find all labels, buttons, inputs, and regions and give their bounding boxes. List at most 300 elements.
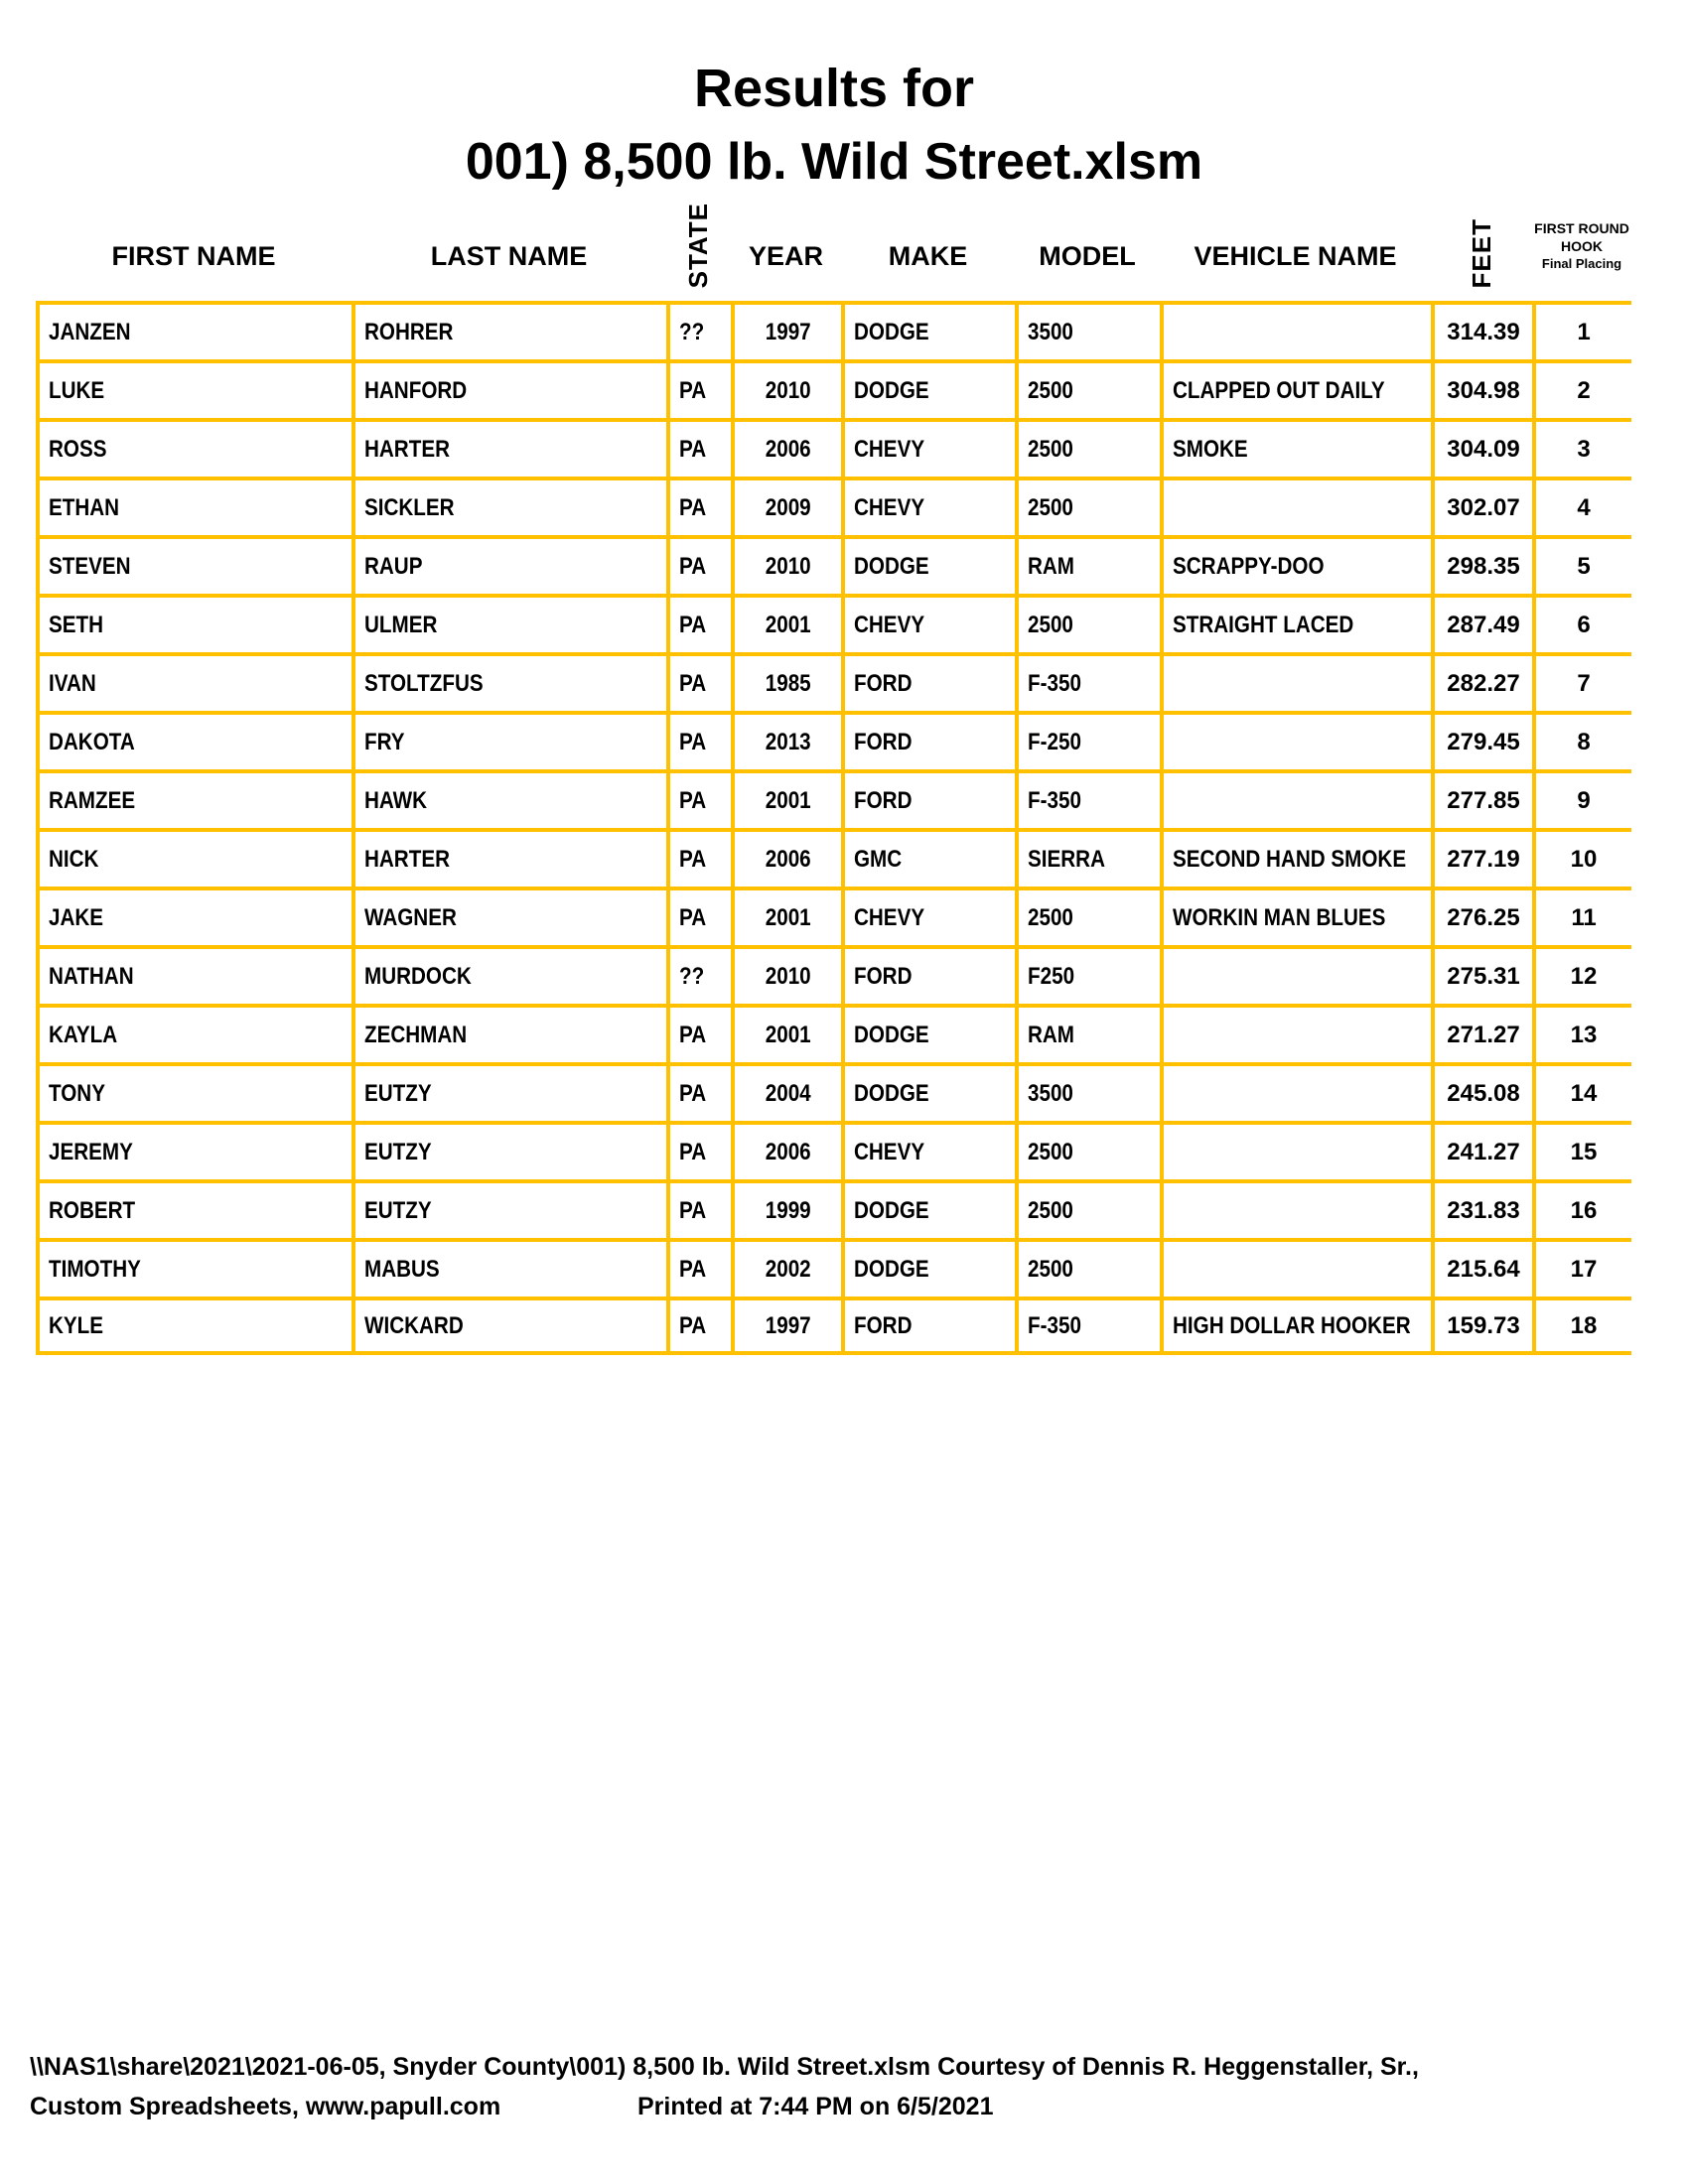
cell-text: WAGNER	[364, 903, 457, 931]
cell-year	[731, 1179, 841, 1238]
cell-first-name	[36, 418, 352, 477]
cell-text: EUTZY	[364, 1138, 432, 1165]
cell-last-name	[352, 1238, 666, 1297]
cell-text: 3500	[1028, 318, 1073, 345]
cell-model	[1015, 769, 1160, 828]
cell-feet	[1431, 887, 1532, 945]
cell-text: 231.83	[1447, 1196, 1520, 1224]
cell-text: CHEVY	[854, 611, 925, 638]
cell-year	[731, 711, 841, 769]
cell-model	[1015, 828, 1160, 887]
cell-make	[841, 828, 1015, 887]
cell-text: DODGE	[854, 318, 929, 345]
cell-state	[666, 594, 731, 652]
cell-state	[666, 711, 731, 769]
column-header-label: MODEL	[1039, 241, 1136, 271]
cell-text: 1	[1577, 318, 1591, 345]
cell-text: FORD	[854, 1311, 913, 1339]
cell-text: NICK	[49, 845, 99, 873]
cell-text: HIGH DOLLAR HOOKER	[1173, 1311, 1411, 1339]
cell-last-name	[352, 594, 666, 652]
cell-text: 2500	[1028, 376, 1073, 404]
cell-text: HANFORD	[364, 376, 468, 404]
cell-text: JANZEN	[49, 318, 131, 345]
cell-state	[666, 1179, 731, 1238]
cell-vehicle-name	[1160, 1121, 1431, 1179]
cell-text: PA	[679, 903, 707, 931]
cell-last-name	[352, 828, 666, 887]
cell-text: ??	[679, 318, 705, 345]
cell-text: STRAIGHT LACED	[1173, 611, 1354, 638]
cell-text: PA	[679, 611, 707, 638]
cell-text: SICKLER	[364, 493, 455, 521]
cell-feet	[1431, 652, 1532, 711]
cell-text: PA	[679, 1079, 707, 1107]
cell-text: STOLTZFUS	[364, 669, 484, 697]
cell-year	[731, 477, 841, 535]
cell-text: STEVEN	[49, 552, 131, 580]
cell-text: 1997	[765, 1311, 811, 1339]
cell-model	[1015, 1121, 1160, 1179]
cell-feet	[1431, 1179, 1532, 1238]
cell-year	[731, 535, 841, 594]
cell-text: 304.09	[1447, 435, 1520, 463]
cell-model	[1015, 1238, 1160, 1297]
cell-placing	[1532, 359, 1631, 418]
cell-last-name	[352, 1004, 666, 1062]
cell-placing	[1532, 301, 1631, 359]
cell-model	[1015, 1297, 1160, 1355]
cell-feet	[1431, 418, 1532, 477]
cell-first-name	[36, 1238, 352, 1297]
cell-text: NATHAN	[49, 962, 134, 990]
cell-last-name	[352, 769, 666, 828]
cell-state	[666, 359, 731, 418]
column-header-vehicle-name	[1160, 241, 1431, 301]
cell-vehicle-name	[1160, 1179, 1431, 1238]
cell-text: RAM	[1028, 1021, 1075, 1048]
cell-text: PA	[679, 1196, 707, 1224]
cell-model	[1015, 1004, 1160, 1062]
column-header-label: FIRST ROUND	[1534, 220, 1629, 236]
cell-text: 17	[1570, 1255, 1598, 1283]
cell-last-name	[352, 1062, 666, 1121]
cell-first-name	[36, 1121, 352, 1179]
footer-printed-at: Printed at 7:44 PM on 6/5/2021	[637, 2093, 994, 2120]
cell-text: 1999	[765, 1196, 811, 1224]
cell-text: 2006	[765, 1138, 811, 1165]
cell-text: 2010	[765, 376, 811, 404]
cell-feet	[1431, 535, 1532, 594]
column-header-label: YEAR	[748, 241, 823, 271]
cell-vehicle-name	[1160, 945, 1431, 1004]
cell-text: 275.31	[1447, 962, 1520, 990]
cell-first-name	[36, 594, 352, 652]
cell-placing	[1532, 594, 1631, 652]
cell-text: SETH	[49, 611, 104, 638]
cell-vehicle-name	[1160, 594, 1431, 652]
cell-vehicle-name	[1160, 1004, 1431, 1062]
cell-text: 6	[1577, 611, 1591, 638]
cell-vehicle-name	[1160, 711, 1431, 769]
cell-placing	[1532, 1297, 1631, 1355]
cell-model	[1015, 711, 1160, 769]
cell-vehicle-name	[1160, 477, 1431, 535]
cell-make	[841, 769, 1015, 828]
cell-text: 15	[1570, 1138, 1598, 1165]
cell-text: GMC	[854, 845, 903, 873]
cell-text: 12	[1570, 962, 1598, 990]
cell-feet	[1431, 594, 1532, 652]
cell-first-name	[36, 887, 352, 945]
cell-text: FRY	[364, 728, 405, 755]
cell-feet	[1431, 477, 1532, 535]
cell-text: CHEVY	[854, 435, 925, 463]
cell-year	[731, 769, 841, 828]
cell-text: SECOND HAND SMOKE	[1173, 845, 1407, 873]
cell-feet	[1431, 1297, 1532, 1355]
cell-text: ??	[679, 962, 705, 990]
cell-text: 2004	[765, 1079, 811, 1107]
cell-feet	[1431, 1121, 1532, 1179]
cell-first-name	[36, 477, 352, 535]
cell-placing	[1532, 945, 1631, 1004]
cell-text: PA	[679, 376, 707, 404]
cell-text: IVAN	[49, 669, 96, 697]
cell-last-name	[352, 535, 666, 594]
cell-state	[666, 1004, 731, 1062]
cell-text: RAMZEE	[49, 786, 136, 814]
cell-first-name	[36, 828, 352, 887]
column-header-label: FEET	[1466, 217, 1496, 288]
cell-text: RAUP	[364, 552, 423, 580]
cell-make	[841, 1179, 1015, 1238]
cell-text: DAKOTA	[49, 728, 135, 755]
cell-last-name	[352, 1121, 666, 1179]
cell-text: SIERRA	[1028, 845, 1105, 873]
cell-text: KAYLA	[49, 1021, 118, 1048]
cell-model	[1015, 1062, 1160, 1121]
cell-text: ULMER	[364, 611, 438, 638]
cell-text: TONY	[49, 1079, 105, 1107]
column-header-placing	[1532, 219, 1631, 301]
cell-last-name	[352, 477, 666, 535]
cell-placing	[1532, 1179, 1631, 1238]
results-table	[36, 301, 1631, 1355]
cell-vehicle-name	[1160, 301, 1431, 359]
cell-text: PA	[679, 786, 707, 814]
cell-text: 2500	[1028, 435, 1073, 463]
column-header-state	[683, 203, 714, 301]
cell-placing	[1532, 535, 1631, 594]
cell-text: DODGE	[854, 1021, 929, 1048]
cell-make	[841, 1062, 1015, 1121]
cell-first-name	[36, 1062, 352, 1121]
cell-vehicle-name	[1160, 769, 1431, 828]
cell-text: 302.07	[1447, 493, 1520, 521]
cell-text: PA	[679, 845, 707, 873]
cell-feet	[1431, 828, 1532, 887]
cell-text: HARTER	[364, 435, 450, 463]
cell-vehicle-name	[1160, 1297, 1431, 1355]
cell-text: CHEVY	[854, 1138, 925, 1165]
cell-last-name	[352, 1297, 666, 1355]
cell-state	[666, 535, 731, 594]
cell-text: F-350	[1028, 1311, 1081, 1339]
cell-text: 287.49	[1447, 611, 1520, 638]
cell-feet	[1431, 301, 1532, 359]
cell-text: 277.19	[1447, 845, 1520, 873]
column-header-label: FIRST NAME	[111, 241, 276, 271]
cell-last-name	[352, 1179, 666, 1238]
cell-text: 277.85	[1447, 786, 1520, 814]
cell-text: HARTER	[364, 845, 450, 873]
cell-state	[666, 1062, 731, 1121]
cell-model	[1015, 887, 1160, 945]
cell-year	[731, 945, 841, 1004]
cell-text: FORD	[854, 962, 913, 990]
cell-text: EUTZY	[364, 1196, 432, 1224]
column-header-first-name	[36, 241, 352, 301]
cell-text: 159.73	[1447, 1311, 1520, 1339]
footer-credits	[30, 2087, 1658, 2126]
cell-placing	[1532, 1238, 1631, 1297]
column-header-feet	[1467, 218, 1497, 301]
cell-text: RAM	[1028, 552, 1075, 580]
column-header-last-name	[352, 241, 666, 301]
cell-text: 2001	[765, 1021, 811, 1048]
cell-year	[731, 828, 841, 887]
cell-text: F-350	[1028, 669, 1081, 697]
cell-first-name	[36, 1179, 352, 1238]
cell-text: CHEVY	[854, 493, 925, 521]
column-header-label: LAST NAME	[430, 241, 588, 271]
cell-year	[731, 301, 841, 359]
footer-file-path: \\NAS1\share\2021\2021-06-05, Snyder County\001) 8,500 lb. Wild Street.xlsm Courtesy of Dennis R. Heggenstaller, Sr.,	[30, 2053, 1419, 2081]
cell-feet	[1431, 1062, 1532, 1121]
cell-text: 2500	[1028, 1196, 1073, 1224]
cell-model	[1015, 652, 1160, 711]
cell-text: 8	[1577, 728, 1591, 755]
cell-year	[731, 652, 841, 711]
cell-text: TIMOTHY	[49, 1255, 141, 1283]
cell-year	[731, 1297, 841, 1355]
cell-text: DODGE	[854, 1196, 929, 1224]
cell-last-name	[352, 359, 666, 418]
cell-text: ETHAN	[49, 493, 120, 521]
cell-text: JEREMY	[49, 1138, 133, 1165]
cell-text: 7	[1577, 669, 1591, 697]
cell-text: 215.64	[1447, 1255, 1520, 1283]
cell-text: 3500	[1028, 1079, 1073, 1107]
cell-text: 2009	[765, 493, 811, 521]
cell-text: CHEVY	[854, 903, 925, 931]
cell-last-name	[352, 301, 666, 359]
cell-model	[1015, 301, 1160, 359]
cell-state	[666, 652, 731, 711]
cell-feet	[1431, 945, 1532, 1004]
cell-text: 9	[1577, 786, 1591, 814]
column-header-label: HOOK	[1561, 238, 1603, 254]
cell-last-name	[352, 652, 666, 711]
cell-state	[666, 1121, 731, 1179]
cell-text: 279.45	[1447, 728, 1520, 755]
cell-text: MURDOCK	[364, 962, 472, 990]
cell-text: FORD	[854, 669, 913, 697]
cell-text: PA	[679, 1255, 707, 1283]
cell-last-name	[352, 945, 666, 1004]
cell-text: 11	[1571, 903, 1597, 931]
cell-make	[841, 301, 1015, 359]
cell-first-name	[36, 769, 352, 828]
cell-make	[841, 1121, 1015, 1179]
cell-text: PA	[679, 728, 707, 755]
cell-model	[1015, 535, 1160, 594]
cell-text: KYLE	[49, 1311, 104, 1339]
cell-vehicle-name	[1160, 1062, 1431, 1121]
cell-text: ZECHMAN	[364, 1021, 468, 1048]
cell-make	[841, 1004, 1015, 1062]
cell-model	[1015, 359, 1160, 418]
cell-text: F-350	[1028, 786, 1081, 814]
cell-state	[666, 418, 731, 477]
cell-text: PA	[679, 552, 707, 580]
cell-year	[731, 594, 841, 652]
cell-model	[1015, 418, 1160, 477]
cell-first-name	[36, 652, 352, 711]
cell-model	[1015, 945, 1160, 1004]
cell-text: ROSS	[49, 435, 107, 463]
cell-year	[731, 359, 841, 418]
cell-make	[841, 359, 1015, 418]
column-header-year	[731, 241, 841, 301]
cell-text: PA	[679, 669, 707, 697]
cell-text: 2013	[765, 728, 811, 755]
cell-text: 2002	[765, 1255, 811, 1283]
cell-text: MABUS	[364, 1255, 440, 1283]
cell-text: 2500	[1028, 611, 1073, 638]
cell-text: 2006	[765, 845, 811, 873]
cell-text: PA	[679, 435, 707, 463]
cell-text: 2010	[765, 962, 811, 990]
table-header-row	[36, 192, 1631, 301]
column-header-make	[841, 241, 1015, 301]
cell-model	[1015, 1179, 1160, 1238]
cell-first-name	[36, 1297, 352, 1355]
cell-text: 2	[1577, 376, 1591, 404]
cell-text: ROHRER	[364, 318, 454, 345]
cell-text: 2500	[1028, 903, 1073, 931]
cell-state	[666, 887, 731, 945]
cell-feet	[1431, 1238, 1532, 1297]
cell-text: CLAPPED OUT DAILY	[1173, 376, 1385, 404]
cell-text: EUTZY	[364, 1079, 432, 1107]
cell-state	[666, 828, 731, 887]
cell-text: 3	[1577, 435, 1591, 463]
cell-text: PA	[679, 493, 707, 521]
cell-make	[841, 535, 1015, 594]
cell-first-name	[36, 535, 352, 594]
cell-text: 18	[1570, 1311, 1598, 1339]
footer-credits-left: Custom Spreadsheets, www.papull.com	[30, 2093, 501, 2120]
cell-text: HAWK	[364, 786, 428, 814]
cell-feet	[1431, 359, 1532, 418]
cell-text: DODGE	[854, 552, 929, 580]
cell-state	[666, 301, 731, 359]
cell-model	[1015, 594, 1160, 652]
cell-text: 2001	[765, 786, 811, 814]
cell-placing	[1532, 652, 1631, 711]
cell-feet	[1431, 1004, 1532, 1062]
cell-text: WICKARD	[364, 1311, 464, 1339]
cell-make	[841, 652, 1015, 711]
cell-first-name	[36, 945, 352, 1004]
cell-text: JAKE	[49, 903, 104, 931]
cell-text: SCRAPPY-DOO	[1173, 552, 1325, 580]
cell-placing	[1532, 769, 1631, 828]
cell-text: 2500	[1028, 493, 1073, 521]
cell-text: FORD	[854, 786, 913, 814]
cell-make	[841, 945, 1015, 1004]
cell-text: 282.27	[1447, 669, 1520, 697]
cell-text: 245.08	[1447, 1079, 1520, 1107]
page-title-line2: 001) 8,500 lb. Wild Street.xlsm	[465, 133, 1203, 191]
cell-text: 304.98	[1447, 376, 1520, 404]
cell-year	[731, 418, 841, 477]
cell-text: 1985	[765, 669, 811, 697]
cell-text: 2500	[1028, 1255, 1073, 1283]
cell-text: 271.27	[1447, 1021, 1520, 1048]
cell-vehicle-name	[1160, 359, 1431, 418]
cell-text: SMOKE	[1173, 435, 1248, 463]
cell-placing	[1532, 418, 1631, 477]
cell-text: 4	[1577, 493, 1591, 521]
cell-text: 1997	[765, 318, 811, 345]
cell-make	[841, 1238, 1015, 1297]
cell-vehicle-name	[1160, 828, 1431, 887]
cell-placing	[1532, 828, 1631, 887]
cell-text: 276.25	[1447, 903, 1520, 931]
column-header-label: VEHICLE NAME	[1194, 241, 1397, 271]
page-title-line1: Results for	[693, 59, 975, 118]
cell-make	[841, 477, 1015, 535]
cell-text: LUKE	[49, 376, 105, 404]
cell-text: 241.27	[1447, 1138, 1520, 1165]
cell-text: 16	[1570, 1196, 1598, 1224]
cell-text: PA	[679, 1311, 707, 1339]
page-footer	[30, 2047, 1658, 2126]
cell-year	[731, 1238, 841, 1297]
cell-feet	[1431, 711, 1532, 769]
cell-year	[731, 1062, 841, 1121]
cell-year	[731, 887, 841, 945]
cell-make	[841, 418, 1015, 477]
cell-state	[666, 945, 731, 1004]
cell-text: PA	[679, 1138, 707, 1165]
cell-last-name	[352, 418, 666, 477]
cell-placing	[1532, 887, 1631, 945]
cell-text: 298.35	[1447, 552, 1520, 580]
cell-make	[841, 887, 1015, 945]
cell-vehicle-name	[1160, 418, 1431, 477]
cell-text: 314.39	[1447, 318, 1520, 345]
cell-first-name	[36, 711, 352, 769]
cell-state	[666, 769, 731, 828]
cell-year	[731, 1121, 841, 1179]
cell-text: 14	[1570, 1079, 1598, 1107]
cell-placing	[1532, 1004, 1631, 1062]
cell-text: 2001	[765, 903, 811, 931]
